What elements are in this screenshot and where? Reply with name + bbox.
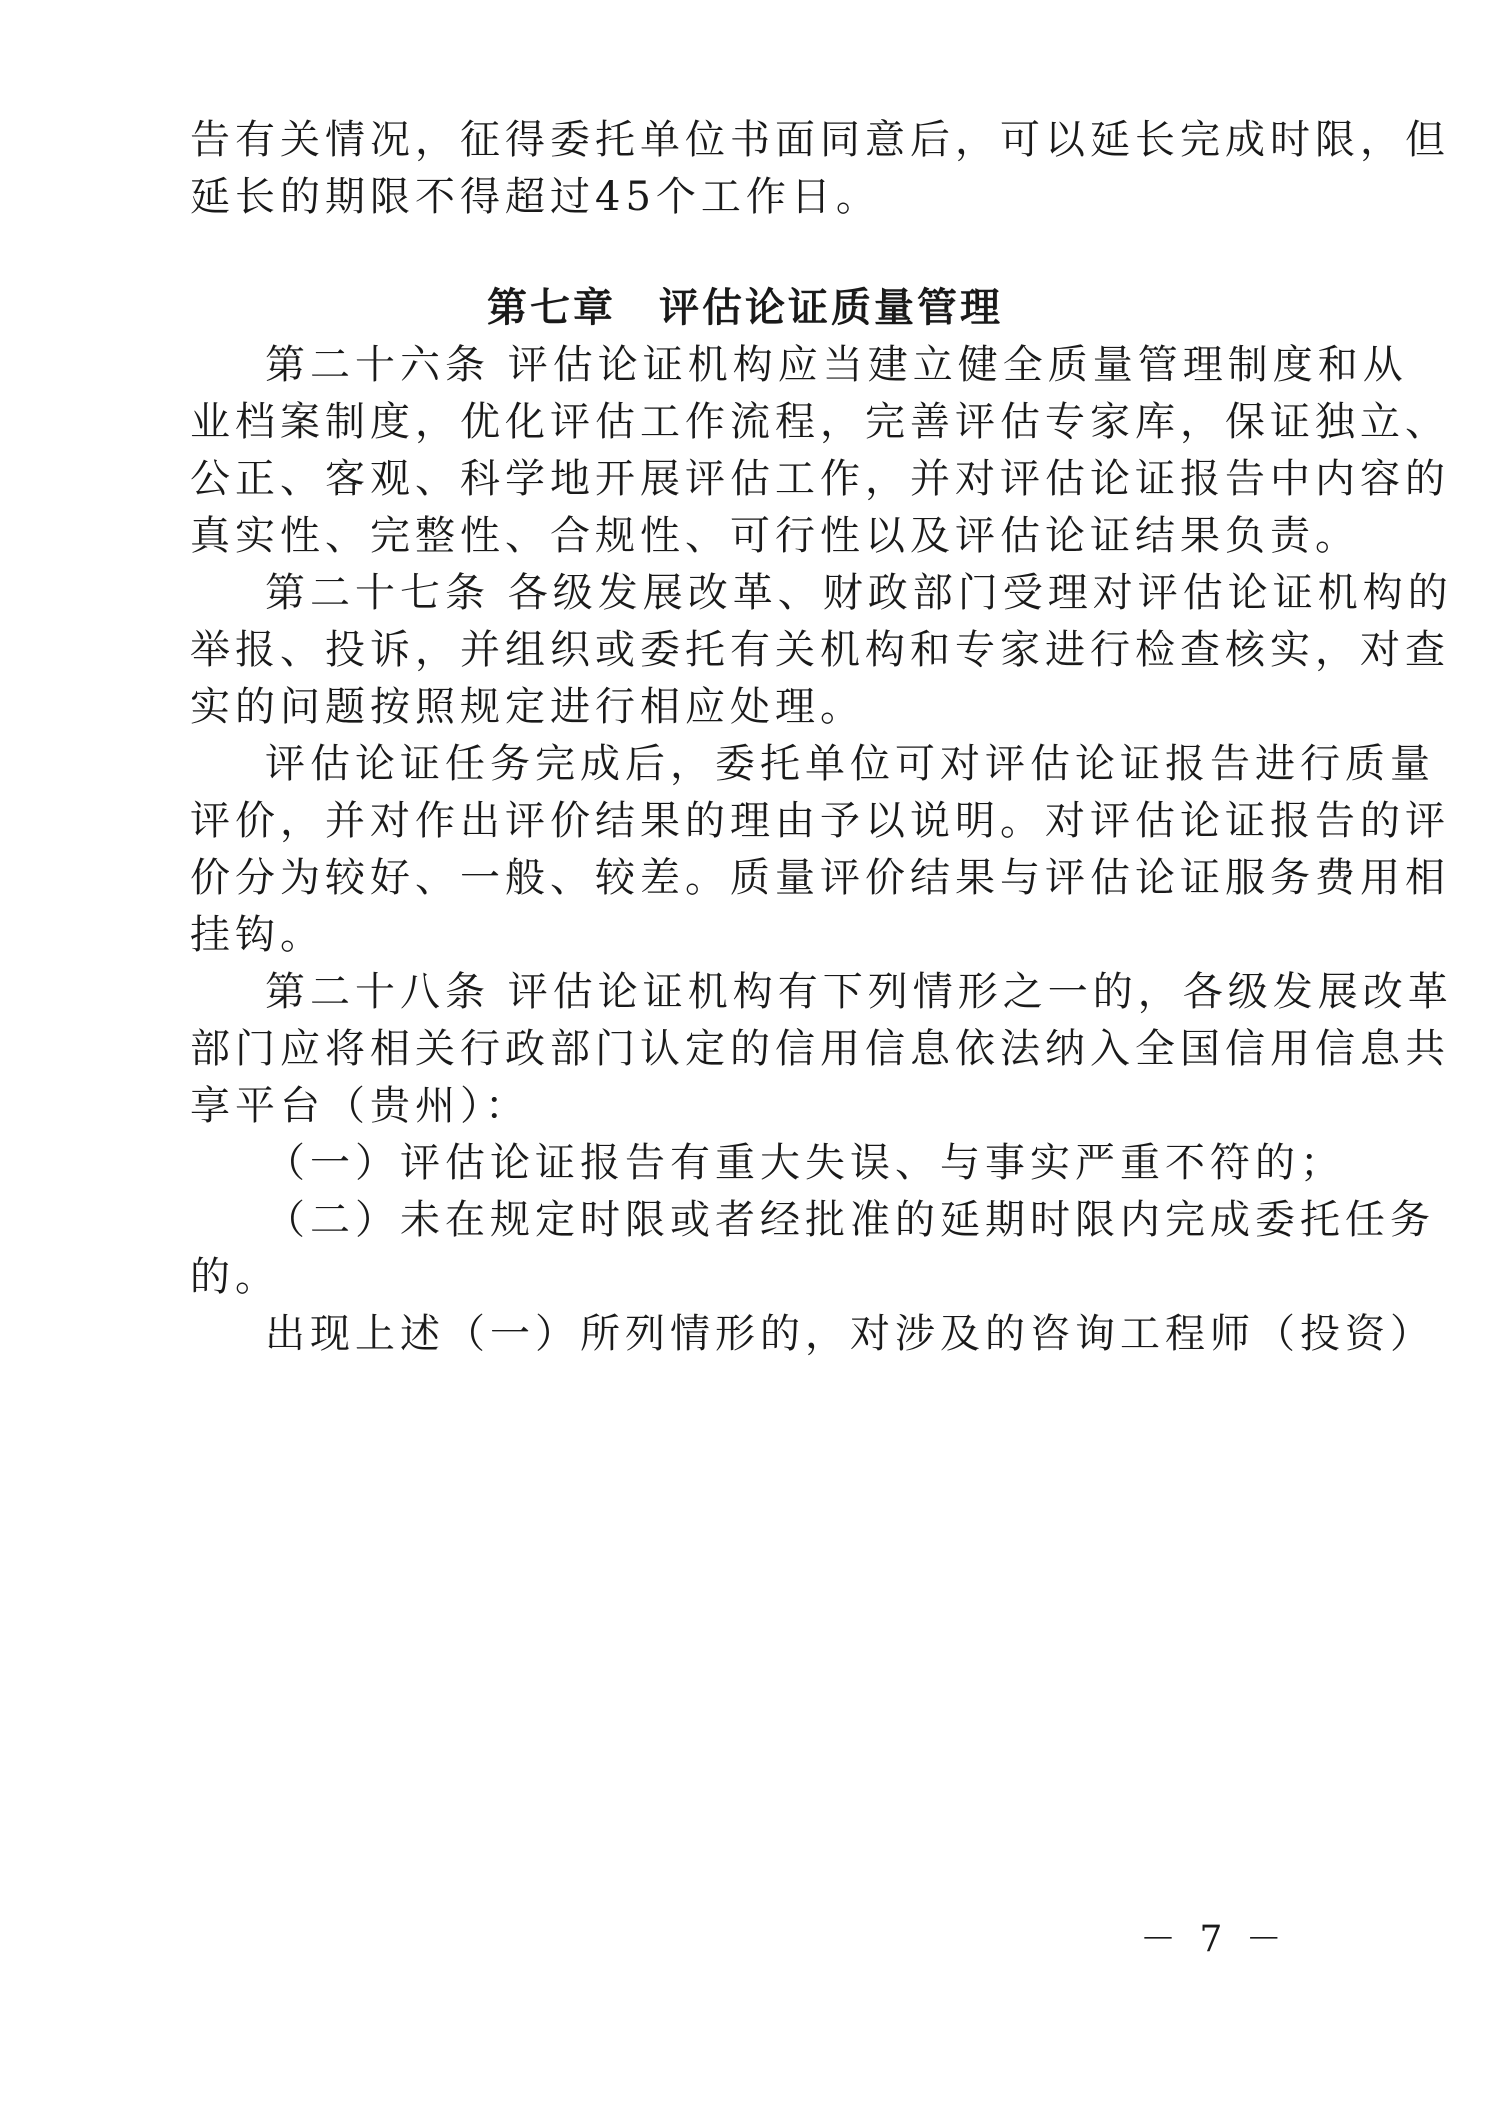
page-number: － 7 －: [1140, 1919, 1288, 1960]
body-text-line: 实的问题按照规定进行相应处理。: [190, 684, 865, 730]
body-text-line: 告有关情况，征得委托单位书面同意后，可以延长完成时限，但: [190, 117, 1450, 163]
article-27-text: 第二十七条 各级发展改革、财政部门受理对评估论证机构的: [265, 570, 1453, 616]
body-text-line: 享平台（贵州）：: [190, 1083, 530, 1129]
paragraph-text: 评估论证任务完成后，委托单位可对评估论证报告进行质量: [265, 741, 1435, 787]
article-26-text: 第二十六条 评估论证机构应当建立健全质量管理制度和从: [265, 342, 1408, 388]
paragraph-text: 出现上述（一）所列情形的，对涉及的咨询工程师（投资）: [265, 1311, 1435, 1357]
body-text-line: 价分为较好、一般、较差。质量评价结果与评估论证服务费用相: [190, 855, 1450, 901]
body-text-line: 公正、客观、科学地开展评估工作，并对评估论证报告中内容的: [190, 456, 1450, 502]
chapter-heading: 第七章 评估论证质量管理: [487, 285, 1003, 331]
body-text-line: 真实性、完整性、合规性、可行性以及评估论证结果负责。: [190, 513, 1360, 559]
body-text-line: 评价，并对作出评价结果的理由予以说明。对评估论证报告的评: [190, 798, 1450, 844]
body-text-line: 举报、投诉，并组织或委托有关机构和专家进行检查核实，对查: [190, 627, 1450, 673]
body-text-line: 部门应将相关行政部门认定的信用信息依法纳入全国信用信息共: [190, 1026, 1450, 1072]
article-28-text: 第二十八条 评估论证机构有下列情形之一的，各级发展改革: [265, 969, 1453, 1015]
body-text-line: 挂钩。: [190, 912, 325, 958]
body-text-line: 业档案制度，优化评估工作流程，完善评估专家库，保证独立、: [190, 399, 1450, 445]
body-text-line: 延长的期限不得超过45个工作日。: [190, 174, 881, 220]
list-item-2: （二）未在规定时限或者经批准的延期时限内完成委托任务: [265, 1197, 1435, 1243]
list-item-1: （一）评估论证报告有重大失误、与事实严重不符的；: [265, 1140, 1345, 1186]
body-text-line: 的。: [190, 1254, 280, 1300]
